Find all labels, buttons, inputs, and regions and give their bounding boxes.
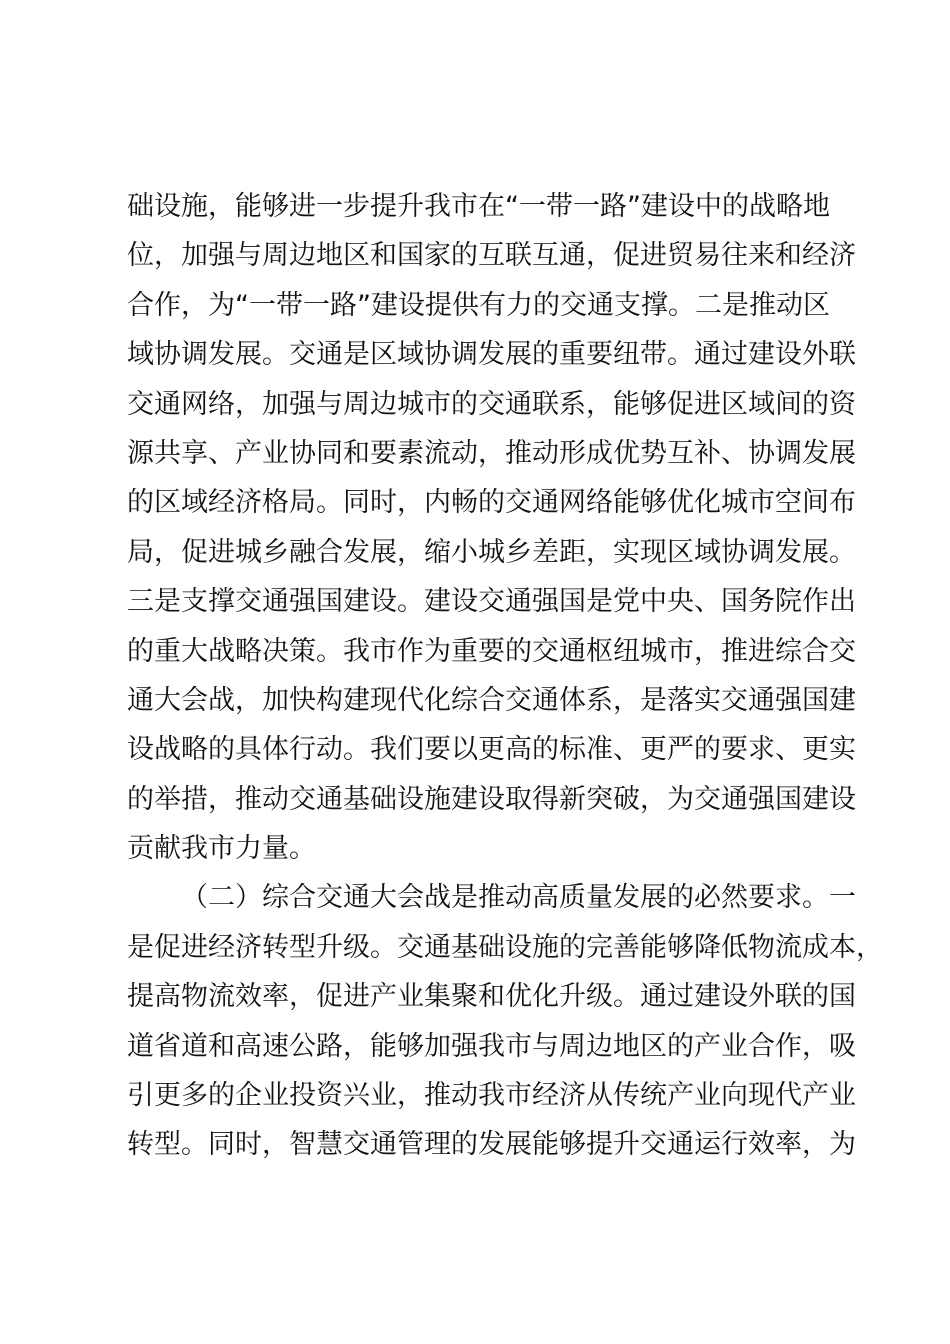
text-line: 是促进经济转型升级。交通基础设施的完善能够降低物流成本，	[127, 931, 883, 963]
text-line: 三是支撑交通强国建设。建设交通强国是党中央、国务院作出	[127, 586, 856, 618]
text-line: 贡献我市力量。	[127, 833, 316, 865]
text-line: 交通网络，加强与周边城市的交通联系，能够促进区域间的资	[127, 388, 856, 420]
text-line: 转型。同时，智慧交通管理的发展能够提升交通运行效率，为	[127, 1129, 856, 1161]
text-line: 通大会战，加快构建现代化综合交通体系，是落实交通强国建	[127, 684, 856, 716]
text-line: 合作，为“一带一路”建设提供有力的交通支撑。二是推动区	[127, 289, 830, 321]
text-line: 源共享、产业协同和要素流动，推动形成优势互补、协调发展	[127, 437, 856, 469]
text-line: 设战略的具体行动。我们要以更高的标准、更严的要求、更实	[127, 734, 856, 766]
text-line: 道省道和高速公路，能够加强我市与周边地区的产业合作，吸	[127, 1030, 856, 1062]
text-line: 的区域经济格局。同时，内畅的交通网络能够优化城市空间布	[127, 487, 856, 519]
section-heading-line: （二）综合交通大会战是推动高质量发展的必然要求。一	[181, 882, 856, 914]
text-line: 的重大战略决策。我市作为重要的交通枢纽城市，推进综合交	[127, 635, 856, 667]
text-line: 域协调发展。交通是区域协调发展的重要纽带。通过建设外联	[127, 339, 856, 371]
text-line: 位，加强与周边地区和国家的互联互通，促进贸易往来和经济	[127, 240, 856, 272]
text-line: 础设施，能够进一步提升我市在“一带一路”建设中的战略地	[127, 191, 830, 222]
text-line: 的举措，推动交通基础设施建设取得新突破，为交通强国建设	[127, 783, 856, 815]
text-line: 引更多的企业投资兴业，推动我市经济从传统产业向现代产业	[127, 1080, 856, 1112]
text-line: 提高物流效率，促进产业集聚和优化升级。通过建设外联的国	[127, 981, 856, 1013]
text-line: 局，促进城乡融合发展，缩小城乡差距，实现区域协调发展。	[127, 536, 856, 568]
body-text	[127, 182, 883, 1170]
